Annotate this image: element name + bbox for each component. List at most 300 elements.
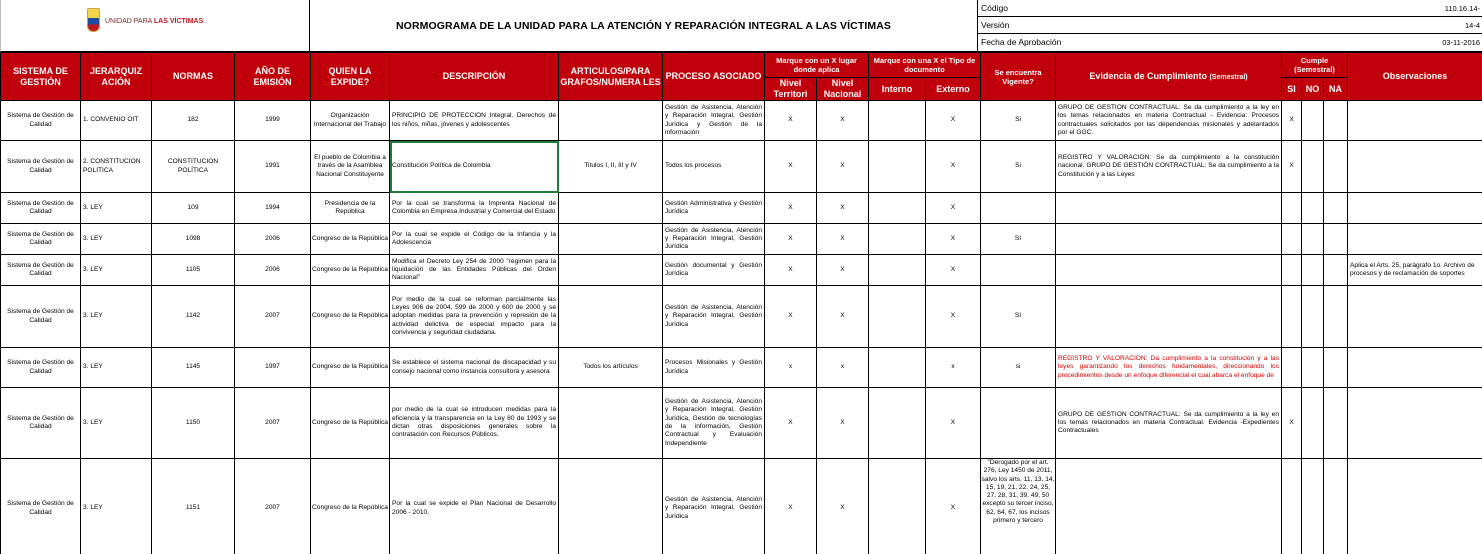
cell-evidencia[interactable]	[1056, 286, 1282, 348]
cell-sistema[interactable]	[1, 224, 81, 255]
cell-quien-text: Organización Internacional del Trabajo	[313, 112, 387, 128]
cell-sistema[interactable]	[1, 348, 81, 388]
cell-anio[interactable]	[235, 101, 311, 141]
cell-quien[interactable]	[311, 286, 390, 348]
header-normas[interactable]: NORMAS	[152, 53, 235, 101]
cell-nivel-nacional-text: X	[840, 162, 845, 170]
cell-nivel-nacional-text: X	[840, 265, 845, 273]
cell-proceso[interactable]	[663, 388, 765, 459]
cell-anio[interactable]	[235, 255, 311, 286]
cell-observaciones-text: Aplica el Arts. 25, parágrafo 1o. Archivo de procesos y de reclamación de soportes	[1350, 261, 1475, 277]
cell-vigente[interactable]	[981, 286, 1056, 348]
cell-externo[interactable]	[926, 459, 981, 554]
cell-externo[interactable]	[926, 224, 981, 255]
cell-cumple-na[interactable]	[1324, 101, 1348, 141]
cell-norma[interactable]	[152, 348, 235, 388]
cell-quien[interactable]	[311, 193, 390, 224]
cell-nivel-territorial[interactable]	[765, 459, 817, 554]
cell-interno[interactable]	[869, 141, 926, 193]
cell-quien-text: Congreso de la República	[312, 418, 388, 426]
cell-nivel-territorial[interactable]	[765, 193, 817, 224]
cell-norma[interactable]	[152, 388, 235, 459]
cell-cumple-na[interactable]	[1324, 255, 1348, 286]
cell-vigente[interactable]	[981, 141, 1056, 193]
header-cumple[interactable]: Cumple (Semestral)	[1282, 53, 1348, 78]
header-observaciones[interactable]: Observaciones	[1348, 53, 1482, 101]
table-row	[1, 101, 1482, 141]
cell-externo[interactable]	[926, 101, 981, 141]
cell-interno[interactable]	[869, 459, 926, 554]
cell-proceso-text: Gestión de Asistencia, Atención y Reparación Integral, Gestión Jurídica	[665, 496, 762, 520]
meta-value: 03-11-2016	[1442, 38, 1480, 47]
cell-descripcion-text: por medio de la cual se introducen medidas para la eficiencia y la transparencia en la Ley 80 de 1993 y se dictan otras disposiciones generales sobre la contratación con Recursos Públicos.	[392, 406, 556, 439]
cell-sistema[interactable]	[1, 388, 81, 459]
cell-descripcion[interactable]	[390, 459, 559, 554]
cell-nivel-territorial-text: X	[788, 116, 793, 124]
unidad-victimas-logo	[87, 8, 204, 38]
header-sistema[interactable]: SISTEMA DE GESTIÓN	[1, 53, 81, 101]
cell-sistema-text: Sistema de Gestión de Calidad	[7, 199, 74, 215]
cell-anio-text: 2007	[265, 418, 280, 426]
cell-evidencia[interactable]	[1056, 348, 1282, 388]
cell-nivel-territorial[interactable]	[765, 388, 817, 459]
cell-vigente-text: "Derogado por el art. 276, Ley 1450 de 2011, salvo los arts. 11, 13, 14, 15, 19, 21, 22, 24, 25, 27, 28, 31, 39, 49, 50 excepto su tercer inciso, 62, 64, 67, los incisos primero y tercero	[981, 459, 1055, 525]
meta-row-fecha[interactable]	[978, 34, 1482, 52]
cell-cumple-si[interactable]	[1282, 348, 1302, 388]
cell-cumple-si[interactable]	[1282, 224, 1302, 255]
table-row	[1, 193, 1482, 224]
cell-descripcion[interactable]	[390, 388, 559, 459]
cell-cumple-si[interactable]	[1282, 286, 1302, 348]
cell-jerarquia[interactable]	[81, 193, 152, 224]
cell-descripcion-text: Por la cual se expide el Código de la Infancia y la Adolescencia	[392, 230, 556, 246]
cell-observaciones[interactable]	[1348, 193, 1482, 224]
cell-quien-text: El pueblo de Colombia a través de la Asamblea Nacional Constituyente	[314, 154, 386, 178]
cell-sistema-text: Sistema de Gestión de Calidad	[7, 414, 74, 430]
meta-label: Versión	[981, 20, 1010, 30]
cell-descripcion-text: Por la cual se expide el Plan Nacional de Desarrollo 2006 - 2010.	[392, 500, 556, 516]
cell-interno[interactable]	[869, 255, 926, 286]
cell-observaciones[interactable]	[1348, 388, 1482, 459]
cell-anio[interactable]	[235, 459, 311, 554]
meta-label: Fecha de Aprobación	[981, 37, 1062, 47]
cell-anio-text: 2006	[265, 265, 280, 273]
cell-nivel-territorial-text: x	[788, 363, 793, 371]
cell-externo-text: X	[950, 203, 956, 211]
header-no[interactable]: NO	[1302, 78, 1324, 101]
cell-quien[interactable]	[311, 348, 390, 388]
table-row	[1, 255, 1482, 286]
cell-anio[interactable]	[235, 224, 311, 255]
cell-proceso-text: Gestión de Asistencia, Atención y Reparación Integral, Gestión Jurídica y Gestión de la información	[665, 103, 762, 136]
cell-sistema-text: Sistema de Gestión de Calidad	[7, 500, 74, 516]
cell-jerarquia-text: 2. CONSTITUCION POLITICA	[83, 158, 141, 174]
cell-proceso[interactable]	[663, 459, 765, 554]
cell-externo-text: X	[950, 312, 956, 320]
cell-vigente[interactable]	[981, 459, 1056, 554]
cell-anio[interactable]	[235, 193, 311, 224]
cell-nivel-territorial-text: X	[788, 203, 793, 211]
cell-cumple-no[interactable]	[1302, 224, 1324, 255]
cell-jerarquia[interactable]	[81, 459, 152, 554]
meta-value: 110.16.14-	[1444, 4, 1480, 13]
cell-descripcion-text: Por la cual se transforma la Imprenta Nacional de Colombia en Empresa Industrial y Comercial del Estado	[392, 199, 556, 215]
cell-descripcion-text: PRINCIPIO DE PROTECCIÓN Integral. Derechos de los niños, niñas, jóvenes y adolescentes	[392, 112, 556, 128]
cell-norma[interactable]	[152, 101, 235, 141]
cell-proceso-text: Procesos Misionales y Gestión Jurídica	[665, 359, 762, 375]
cell-nivel-territorial-text: X	[788, 234, 793, 242]
cell-evidencia-text: REGISTRO Y VALORACIÓN: Se da cumplimiento a la constitución nacional. GRUPO DE GESTIÓN CONTRACTUAL: Se da cumplimiento a la Constitución y a las Leyes	[1058, 154, 1280, 178]
cell-nivel-territorial[interactable]	[765, 348, 817, 388]
table-row	[1, 141, 1482, 193]
cell-proceso-text: Gestión de Asistencia, Atención y Reparación Integral, Gestión Jurídica, Gestión de tecnologías de la información, Gestión Contractual y Evaluación Independiente	[665, 398, 762, 447]
cell-cumple-si-text: X	[1289, 418, 1294, 426]
cell-cumple-no[interactable]	[1302, 348, 1324, 388]
cell-nivel-territorial-text: X	[788, 418, 793, 426]
cell-cumple-na[interactable]	[1324, 141, 1348, 193]
cell-articulos[interactable]	[559, 286, 663, 348]
cell-observaciones[interactable]	[1348, 459, 1482, 554]
cell-anio[interactable]	[235, 388, 311, 459]
cell-quien-text: Presidencia de la República	[324, 199, 376, 215]
cell-evidencia-text: GRUPO DE GESTIÓN CONTRACTUAL: Se da cumplimiento a la ley en los temas relacionados en materia Contractual. Evidencia -Expedientes Contractuales	[1058, 410, 1280, 435]
cell-jerarquia-text: 3. LEY	[83, 265, 103, 273]
meta-row-version[interactable]	[978, 17, 1482, 34]
cell-cumple-na[interactable]	[1324, 224, 1348, 255]
cell-articulos[interactable]	[559, 459, 663, 554]
cell-vigente-text: SI	[1014, 234, 1022, 242]
cell-cumple-no[interactable]	[1302, 141, 1324, 193]
cell-evidencia[interactable]	[1056, 388, 1282, 459]
cell-jerarquia[interactable]	[81, 348, 152, 388]
cell-quien[interactable]	[311, 224, 390, 255]
cell-articulos[interactable]	[559, 141, 663, 193]
cell-norma[interactable]	[152, 459, 235, 554]
cell-norma-text: 1150	[185, 418, 201, 426]
cell-vigente[interactable]	[981, 224, 1056, 255]
cell-cumple-si[interactable]	[1282, 101, 1302, 141]
cell-sistema[interactable]	[1, 255, 81, 286]
cell-cumple-no[interactable]	[1302, 193, 1324, 224]
title-cell[interactable]	[310, 0, 978, 52]
cell-cumple-si[interactable]	[1282, 388, 1302, 459]
cell-cumple-na[interactable]	[1324, 286, 1348, 348]
cell-anio[interactable]	[235, 348, 311, 388]
cell-sistema-text: Sistema de Gestión de Calidad	[7, 158, 74, 174]
cell-externo-text: X	[950, 116, 956, 124]
cell-jerarquia[interactable]	[81, 224, 152, 255]
cell-articulos[interactable]	[559, 255, 663, 286]
cell-anio-text: 1999	[265, 116, 280, 124]
cell-sistema[interactable]	[1, 459, 81, 554]
cell-evidencia[interactable]	[1056, 255, 1282, 286]
cell-norma[interactable]	[152, 141, 235, 193]
cell-cumple-no[interactable]	[1302, 459, 1324, 554]
cell-sistema-text: Sistema de Gestión de Calidad	[7, 112, 74, 128]
cell-norma[interactable]	[152, 193, 235, 224]
cell-observaciones[interactable]	[1348, 101, 1482, 141]
cell-vigente-text: Si	[1015, 162, 1021, 170]
cell-sistema[interactable]	[1, 141, 81, 193]
cell-evidencia[interactable]	[1056, 141, 1282, 193]
header-descripcion[interactable]: DESCRIPCIÓN	[390, 53, 559, 101]
cell-nivel-territorial[interactable]	[765, 255, 817, 286]
cell-quien[interactable]	[311, 141, 390, 193]
cell-vigente[interactable]	[981, 193, 1056, 224]
cell-nivel-nacional[interactable]	[817, 459, 869, 554]
cell-quien-text: Congreso de la República	[312, 234, 388, 242]
meta-row-codigo[interactable]	[978, 0, 1482, 17]
cell-proceso-text: Gestión documental y Gestión Jurídica	[665, 261, 762, 277]
cell-jerarquia[interactable]	[81, 388, 152, 459]
header-externo[interactable]: Externo	[926, 78, 981, 101]
cell-sistema[interactable]	[1, 193, 81, 224]
cell-descripcion[interactable]	[390, 141, 559, 193]
cell-nivel-nacional-text: X	[840, 312, 845, 320]
cell-nivel-territorial[interactable]	[765, 141, 817, 193]
cell-nivel-nacional-text: X	[840, 116, 845, 124]
cell-descripcion[interactable]	[390, 224, 559, 255]
cell-nivel-nacional-text: X	[840, 203, 845, 211]
cell-vigente-text: SI	[1014, 312, 1022, 320]
cell-interno[interactable]	[869, 348, 926, 388]
cell-articulos-text: Titulos I, II, III y IV	[584, 162, 637, 170]
cell-evidencia-text: GRUPO DE GESTIÓN CONTRACTUAL: Se da cumplimiento a la ley en los temas relacionados en materia Contractual - Evidencia: Procesos contractuales solicitados por las dependencias misionales y adelantados por el GGC.	[1058, 103, 1280, 136]
table-row	[1, 286, 1482, 348]
header-articulos[interactable]: ARTICULOS/PARA GRAFOS/NUMERA LES	[559, 53, 663, 101]
cell-articulos[interactable]	[559, 348, 663, 388]
cell-cumple-si[interactable]	[1282, 255, 1302, 286]
cell-descripcion[interactable]	[390, 193, 559, 224]
cell-proceso[interactable]	[663, 255, 765, 286]
cell-evidencia[interactable]	[1056, 224, 1282, 255]
cell-cumple-si-text: X	[1289, 162, 1294, 170]
cell-interno[interactable]	[869, 224, 926, 255]
cell-cumple-si[interactable]	[1282, 193, 1302, 224]
cell-descripcion[interactable]	[390, 286, 559, 348]
cell-cumple-na[interactable]	[1324, 459, 1348, 554]
cell-norma-text: 1105	[185, 265, 201, 273]
cell-evidencia[interactable]	[1056, 459, 1282, 554]
cell-nivel-nacional-text: x	[840, 363, 845, 371]
cell-nivel-nacional[interactable]	[817, 348, 869, 388]
table-row	[1, 459, 1482, 554]
cell-descripcion-text: Constitución Política de Colombia	[392, 162, 491, 170]
header-na[interactable]: NA	[1324, 78, 1348, 101]
cell-articulos-text: Todos los artículos	[583, 363, 638, 371]
cell-norma-text: 1151	[185, 504, 201, 512]
header-quien[interactable]: QUIEN LA EXPIDE?	[311, 53, 390, 101]
cell-proceso-text: Gestión de Asistencia, Atención y Reparación Integral, Gestión Jurídica	[665, 226, 762, 251]
cell-norma-text: 182	[187, 116, 199, 124]
cell-jerarquia[interactable]	[81, 255, 152, 286]
cell-norma-text: 1145	[185, 363, 201, 371]
cell-jerarquia-text: 3. LEY	[83, 504, 103, 512]
cell-cumple-si[interactable]	[1282, 459, 1302, 554]
cell-quien[interactable]	[311, 255, 390, 286]
cell-proceso[interactable]	[663, 141, 765, 193]
table-row	[1, 388, 1482, 459]
cell-nivel-nacional-text: X	[840, 234, 845, 242]
cell-nivel-nacional[interactable]	[817, 141, 869, 193]
cell-cumple-na[interactable]	[1324, 348, 1348, 388]
cell-cumple-no[interactable]	[1302, 286, 1324, 348]
cell-nivel-nacional[interactable]	[817, 286, 869, 348]
cell-interno[interactable]	[869, 101, 926, 141]
cell-descripcion-text: Por medio de la cual se reforman parcialmente las Leyes 906 de 2004, 599 de 2000 y 600 de 2000 y se adoptan medidas para la prevención y represión de la actividad delictiva de especial impacto para la convivencia y seguridad ciudadana.	[392, 295, 556, 336]
cell-externo[interactable]	[926, 255, 981, 286]
cell-proceso[interactable]	[663, 224, 765, 255]
cell-interno[interactable]	[869, 286, 926, 348]
cell-articulos[interactable]	[559, 101, 663, 141]
cell-vigente[interactable]	[981, 255, 1056, 286]
header-evidencia-label: Evidencia de Cumplimiento	[1089, 70, 1207, 81]
cell-descripcion-text: Se establece el sistema nacional de discapacidad y su consejo nacional como instancia consultora y asesora	[392, 359, 556, 375]
cell-sistema[interactable]	[1, 101, 81, 141]
cell-nivel-nacional[interactable]	[817, 101, 869, 141]
cell-vigente-text: si	[1015, 363, 1021, 371]
header-jerarquia[interactable]: JERARQUIZ ACIÓN	[81, 53, 152, 101]
cell-externo[interactable]	[926, 388, 981, 459]
cell-observaciones[interactable]	[1348, 255, 1482, 286]
cell-norma[interactable]	[152, 286, 235, 348]
cell-cumple-no[interactable]	[1302, 101, 1324, 141]
cell-externo[interactable]	[926, 193, 981, 224]
cell-anio[interactable]	[235, 141, 311, 193]
header-lugar[interactable]: Marque con un X lugar donde aplica	[765, 53, 869, 78]
cell-cumple-si[interactable]	[1282, 141, 1302, 193]
table-row	[1, 348, 1482, 388]
cell-proceso[interactable]	[663, 101, 765, 141]
cell-cumple-no[interactable]	[1302, 388, 1324, 459]
cell-observaciones[interactable]	[1348, 348, 1482, 388]
header-tipo[interactable]: Marque con una X el Tipo de documento	[869, 53, 981, 78]
cell-externo-text: X	[950, 265, 956, 273]
header-si[interactable]: SI	[1282, 78, 1302, 101]
cell-cumple-na[interactable]	[1324, 193, 1348, 224]
cell-observaciones[interactable]	[1348, 141, 1482, 193]
cell-externo[interactable]	[926, 286, 981, 348]
cell-vigente[interactable]	[981, 388, 1056, 459]
cell-quien[interactable]	[311, 101, 390, 141]
cell-norma-text: 109	[187, 203, 199, 211]
cell-articulos[interactable]	[559, 388, 663, 459]
header-interno[interactable]: Interno	[869, 78, 926, 101]
cell-jerarquia[interactable]	[81, 141, 152, 193]
table-row	[1, 224, 1482, 255]
cell-nivel-nacional[interactable]	[817, 388, 869, 459]
cell-nivel-territorial-text: X	[788, 504, 793, 512]
header-nivel-nacional[interactable]: Nivel Nacional	[817, 78, 869, 101]
cell-jerarquia-text: 3. LEY	[83, 418, 103, 426]
cell-externo-text: x	[951, 363, 955, 371]
cell-norma-text: 1142	[185, 312, 201, 320]
cell-anio-text: 1991	[265, 162, 280, 170]
cell-sistema-text: Sistema de Gestión de Calidad	[7, 261, 74, 277]
cell-jerarquia-text: 1. CONVENIO OIT	[83, 116, 139, 124]
cell-externo-text: X	[950, 504, 956, 512]
cell-jerarquia-text: 3. LEY	[83, 312, 103, 320]
cell-externo-text: X	[950, 234, 956, 242]
logo-cell[interactable]	[0, 0, 310, 52]
normograma-table	[0, 52, 1482, 554]
cell-cumple-si-text: X	[1289, 116, 1294, 124]
cell-descripcion[interactable]	[390, 101, 559, 141]
cell-proceso[interactable]	[663, 193, 765, 224]
cell-nivel-territorial[interactable]	[765, 286, 817, 348]
cell-observaciones[interactable]	[1348, 224, 1482, 255]
cell-sistema-text: Sistema de Gestión de Calidad	[7, 230, 74, 246]
cell-anio-text: 2007	[265, 504, 280, 512]
document-header	[0, 0, 1482, 52]
cell-anio[interactable]	[235, 286, 311, 348]
cell-jerarquia-text: 3. LEY	[83, 234, 103, 242]
logo-text: UNIDAD PARA LAS VÍCTIMAS	[105, 18, 204, 25]
cell-nivel-territorial[interactable]	[765, 224, 817, 255]
cell-nivel-nacional[interactable]	[817, 193, 869, 224]
cell-evidencia[interactable]	[1056, 193, 1282, 224]
cell-norma[interactable]	[152, 224, 235, 255]
header-vigente[interactable]: Se encuentra Vigente?	[981, 53, 1056, 101]
cell-quien[interactable]	[311, 459, 390, 554]
cell-interno[interactable]	[869, 193, 926, 224]
cell-sistema[interactable]	[1, 286, 81, 348]
cell-externo[interactable]	[926, 348, 981, 388]
cell-descripcion[interactable]	[390, 348, 559, 388]
cell-jerarquia[interactable]	[81, 101, 152, 141]
header-evidencia[interactable]	[1056, 53, 1282, 101]
cell-nivel-territorial-text: X	[788, 265, 793, 273]
cell-proceso-text: Gestión de Asistencia, Atención y Reparación Integral, Gestión Jurídica	[665, 304, 762, 328]
meta-label: Código	[981, 3, 1008, 13]
cell-anio-text: 1994	[265, 203, 280, 211]
cell-quien[interactable]	[311, 388, 390, 459]
cell-vigente[interactable]	[981, 348, 1056, 388]
header-proceso[interactable]: PROCESO ASOCIADO	[663, 53, 765, 101]
cell-sistema-text: Sistema de Gestión de Calidad	[7, 359, 74, 375]
cell-norma-text: CONSTITUCIÓN POLÍTICA	[167, 158, 219, 174]
cell-cumple-na[interactable]	[1324, 388, 1348, 459]
cell-evidencia[interactable]	[1056, 101, 1282, 141]
cell-nivel-nacional[interactable]	[817, 255, 869, 286]
cell-descripcion[interactable]	[390, 255, 559, 286]
cell-observaciones[interactable]	[1348, 286, 1482, 348]
cell-anio-text: 2007	[265, 312, 280, 320]
cell-proceso[interactable]	[663, 286, 765, 348]
cell-nivel-territorial[interactable]	[765, 101, 817, 141]
header-nivel-territorial[interactable]: Nivel Territori	[765, 78, 817, 101]
cell-norma[interactable]	[152, 255, 235, 286]
cell-jerarquia[interactable]	[81, 286, 152, 348]
cell-vigente[interactable]	[981, 101, 1056, 141]
cell-nivel-nacional-text: X	[840, 504, 845, 512]
cell-nivel-nacional-text: X	[840, 418, 845, 426]
header-anio[interactable]: AÑO DE EMISIÓN	[235, 53, 311, 101]
cell-articulos[interactable]	[559, 224, 663, 255]
document-title: NORMOGRAMA DE LA UNIDAD PARA LA ATENCIÓN Y REPARACIÓN INTEGRAL A LAS VÍCTIMAS	[396, 19, 891, 32]
cell-nivel-territorial-text: X	[788, 312, 793, 320]
cell-externo[interactable]	[926, 141, 981, 193]
cell-sistema-text: Sistema de Gestión de Calidad	[7, 308, 74, 324]
cell-interno[interactable]	[869, 388, 926, 459]
cell-evidencia-text: REGISTRO Y VALORACIÓN: Da cumplimiento a la constitución y a las leyes garantizando los derechos fundamentales, direccionando los procedimientos desde un enfoque diferencial el cual abarca el enfoque de	[1058, 355, 1280, 379]
cell-norma-text: 1098	[185, 234, 201, 242]
cell-cumple-no[interactable]	[1302, 255, 1324, 286]
cell-nivel-nacional[interactable]	[817, 224, 869, 255]
cell-proceso[interactable]	[663, 348, 765, 388]
cell-articulos[interactable]	[559, 193, 663, 224]
cell-quien-text: Congreso de la República	[312, 363, 388, 371]
